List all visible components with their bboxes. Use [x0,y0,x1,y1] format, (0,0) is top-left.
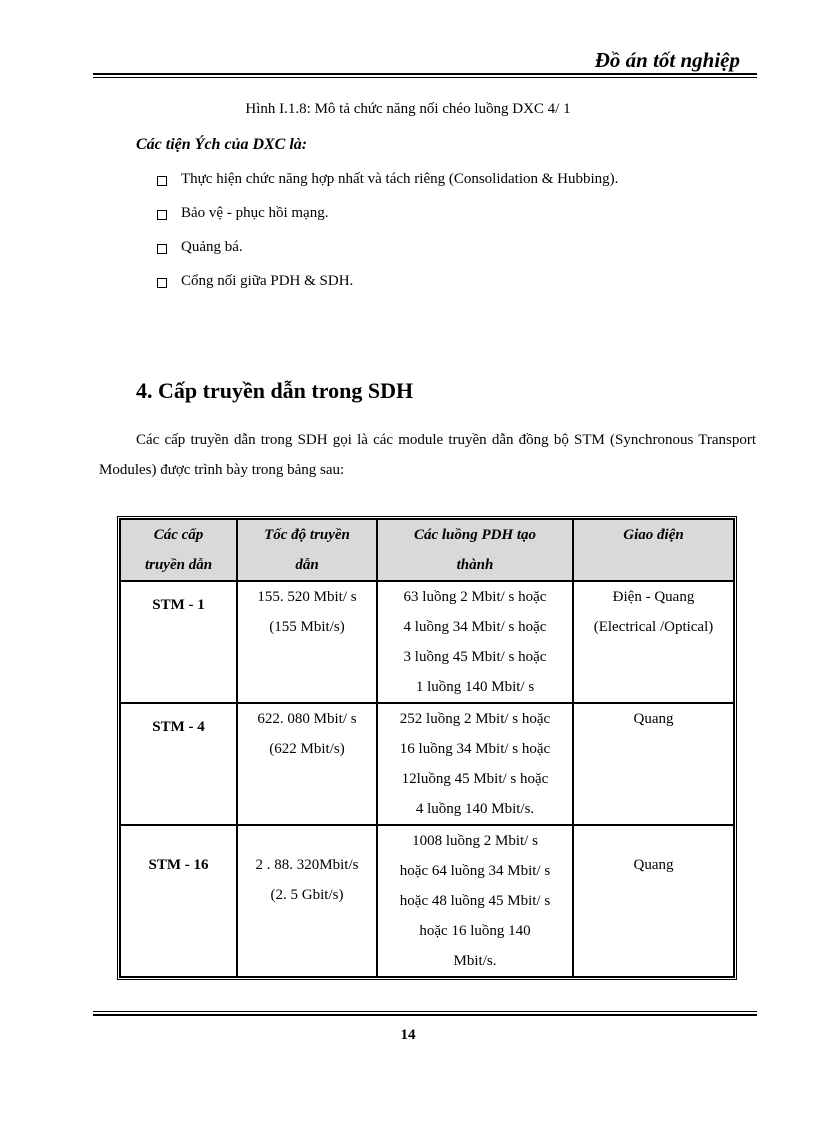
cell-rate: 2 . 88. 320Mbit/s (2. 5 Gbit/s) [237,825,377,977]
cell-pdh: 63 luồng 2 Mbit/ s hoặc 4 luồng 34 Mbit/ s hoặc 3 luồng 45 Mbit/ s hoặc 1 luồng 140 Mbit/ s [377,581,573,703]
header-rule-thin [93,77,757,78]
subheading: Các tiện Ých của DXC là: [136,136,308,153]
list-item-text: Bảo vệ - phục hồi mạng. [181,205,329,221]
cell-pdh: 252 luồng 2 Mbit/ s hoặc 16 luồng 34 Mbit/ s hoặc 12luồng 45 Mbit/ s hoặc 4 luồng 140 Mbit/s. [377,703,573,825]
square-bullet-icon [157,278,167,288]
table-row [120,581,734,703]
square-bullet-icon [157,244,167,254]
benefit-list [157,171,618,307]
cell-rate: 155. 520 Mbit/ s (155 Mbit/s) [237,581,377,703]
list-item-text: Cổng nối giữa PDH & SDH. [181,273,354,289]
header-cell-rate: Tốc độ truyền dẫn [237,519,377,581]
footer-rule-thin [93,1011,757,1012]
table-row [120,703,734,825]
page-number: 14 [400,1027,416,1043]
cell-interface: Điện - Quang (Electrical /Optical) [573,581,734,703]
list-item [157,205,618,239]
header-cell-pdh: Các luồng PDH tạo thành [377,519,573,581]
cell-interface: Quang [573,825,734,977]
cell-interface: Quang [573,703,734,825]
table-row [120,825,734,977]
section-title: 4. Cấp truyền dẫn trong SDH [136,378,414,403]
list-item [157,171,618,205]
list-item [157,273,618,307]
footer-rule [93,1014,757,1016]
cell-pdh: 1008 luồng 2 Mbit/ s hoặc 64 luồng 34 Mbit/ s hoặc 48 luồng 45 Mbit/ s hoặc 16 luồng 140 Mbit/s. [377,825,573,977]
square-bullet-icon [157,210,167,220]
list-item-text: Quảng bá. [181,239,243,255]
header-cell-level: Các cấp truyền dẫn [120,519,237,581]
cell-level: STM - 4 [120,703,237,825]
figure-caption: Hình I.1.8: Mô tả chức năng nối chéo luồng DXC 4/ 1 [245,101,571,117]
list-item [157,239,618,273]
cell-level: STM - 1 [120,581,237,703]
header-cell-interface: Giao điện [573,519,734,581]
table-header-row [120,519,734,581]
list-item-text: Thực hiện chức năng hợp nhất và tách riêng (Consolidation & Hubbing). [181,171,619,187]
header-rule [93,73,757,75]
stm-table [117,516,737,980]
cell-rate: 622. 080 Mbit/ s (622 Mbit/s) [237,703,377,825]
header-title: Đồ án tốt nghiệp [594,48,740,72]
cell-level: STM - 16 [120,825,237,977]
section-paragraph: Các cấp truyền dẫn trong SDH gọi là các module truyền dẫn đồng bộ STM (Synchronous Transport Modules) được trình bày trong bảng sau: [99,432,756,478]
square-bullet-icon [157,176,167,186]
